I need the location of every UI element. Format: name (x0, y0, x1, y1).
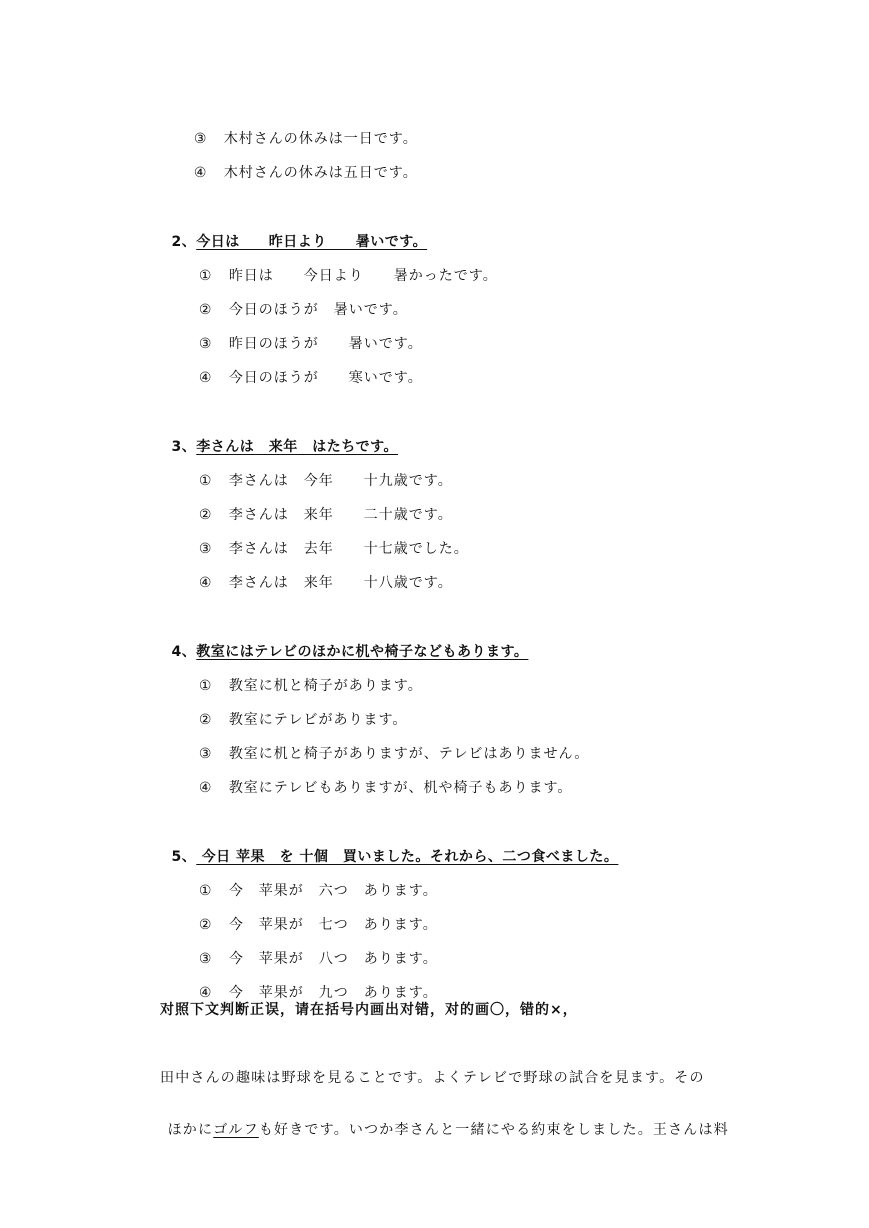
option-mark: ③ (198, 336, 213, 352)
passage-text: も好きです。いつか李さんと一緒にやる約束をしました。王さんは料 (258, 1122, 729, 1138)
option-mark: ④ (198, 575, 213, 591)
question-stem: 李さんは 来年 はたちです。 (196, 439, 398, 455)
option-mark: ③ (198, 541, 213, 557)
option-mark: ① (198, 678, 213, 694)
option-mark: ④ (193, 165, 208, 181)
option-mark: ③ (198, 746, 213, 762)
option-text: 今日のほうが 寒いです。 (228, 370, 423, 386)
option-mark: ② (198, 507, 213, 523)
question-number: 5、 (171, 849, 197, 865)
option-text: 昨日は 今日より 暑かったです。 (228, 268, 498, 284)
passage-text: ほかに (167, 1122, 214, 1138)
passage-line-1: 田中さんの趣味は野球を見ることです。よくテレビで野球の試合を見ます。その (160, 1070, 705, 1086)
question-number: 4、 (171, 644, 197, 660)
option-mark: ① (198, 883, 213, 899)
option-mark: ② (198, 712, 213, 728)
question-number: 2、 (171, 234, 197, 250)
question-stem: 今日は 昨日より 暑いです。 (196, 234, 428, 250)
question-stem: 教室にはテレビのほかに机や椅子などもあります。 (196, 644, 529, 660)
option-mark: ② (198, 917, 213, 933)
option-text: 昨日のほうが 暑いです。 (228, 336, 423, 352)
option-text: 李さんは 来年 十八歳です。 (228, 575, 453, 591)
top-option-4 (172, 146, 418, 200)
option-text: 今 苹果が 九つ あります。 (228, 985, 438, 1001)
question-4-option-4 (177, 761, 572, 815)
option-text: 教室に机と椅子があります。 (228, 678, 423, 694)
option-text: 李さんは 今年 十九歳です。 (228, 473, 453, 489)
option-mark: ④ (198, 780, 213, 796)
option-text: 今 苹果が 七つ あります。 (228, 917, 438, 933)
option-mark: ④ (198, 370, 213, 386)
option-mark: ② (198, 302, 213, 318)
option-mark: ① (198, 268, 213, 284)
option-text: 教室にテレビもありますが、机や椅子もあります。 (228, 780, 573, 796)
question-number: 3、 (171, 439, 197, 455)
option-text: 今 苹果が 六つ あります。 (228, 883, 438, 899)
option-mark: ① (198, 473, 213, 489)
option-text: 教室にテレビがあります。 (228, 712, 408, 728)
question-2-option-4 (177, 351, 423, 405)
option-text: 教室に机と椅子がありますが、テレビはありません。 (228, 746, 590, 762)
option-mark: ④ (198, 985, 213, 1001)
passage-line-2 (145, 1103, 729, 1157)
question-3-option-4 (177, 556, 453, 610)
option-mark: ③ (198, 951, 213, 967)
option-text: 今日のほうが 暑いです。 (228, 302, 408, 318)
underlined-word: ゴルフ (213, 1122, 259, 1138)
question-stem: 今日 苹果 を 十個 買いました。それから、二つ食べました。 (196, 849, 619, 865)
option-mark: ③ (193, 131, 208, 147)
option-text: 李さんは 来年 二十歳です。 (228, 507, 453, 523)
option-text: 木村さんの休みは一日です。 (223, 131, 418, 147)
option-text: 木村さんの休みは五日です。 (223, 165, 418, 181)
section-instruction: 对照下文判断正误，请在括号内画出对错，对的画〇，错的×， (160, 1002, 578, 1018)
option-text: 李さんは 去年 十七歳でした。 (228, 541, 469, 557)
option-text: 今 苹果が 八つ あります。 (228, 951, 438, 967)
